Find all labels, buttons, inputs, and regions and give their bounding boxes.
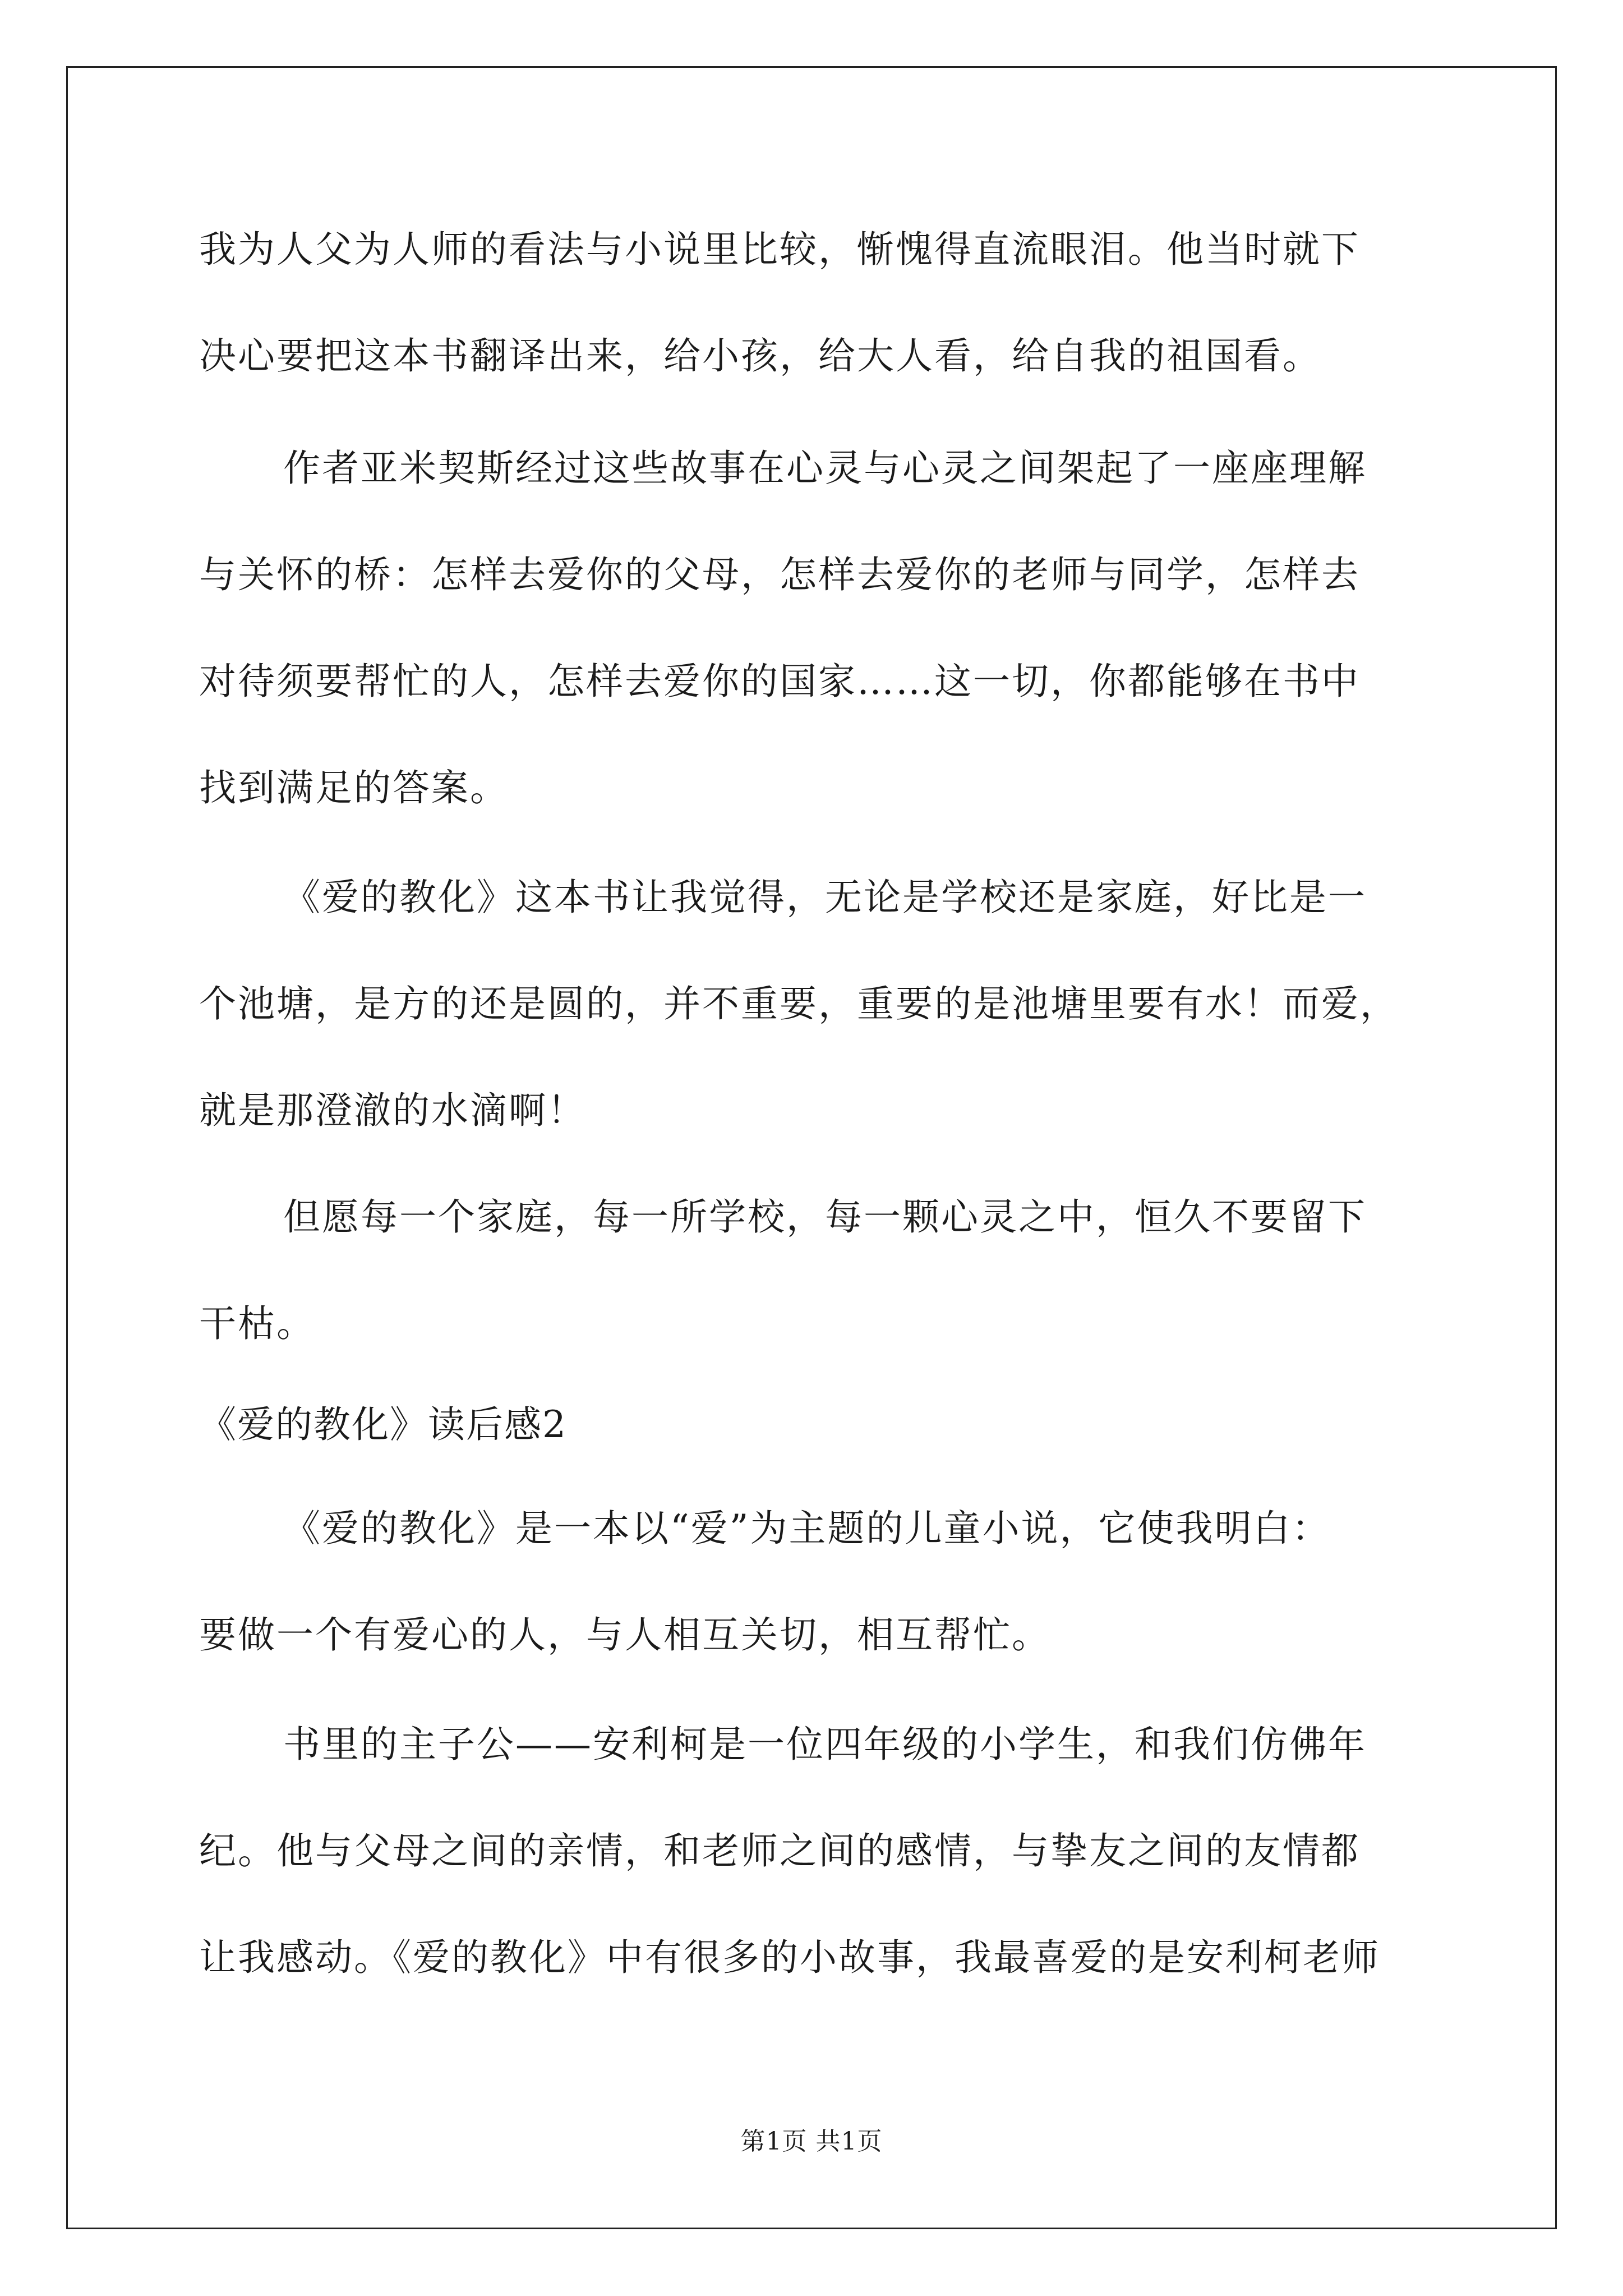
text-line: 对待须要帮忙的人，怎样去爱你的国家……这一切，你都能够在书中 <box>199 660 1360 703</box>
text-line: 纪。他与父母之间的亲情，和老师之间的感情，与挚友之间的友情都 <box>199 1829 1360 1872</box>
paragraph-start-line: 《爱的教化》这本书让我觉得，无论是学校还是家庭，好比是一 <box>283 876 1367 919</box>
section-heading: 《爱的教化》读后感2 <box>199 1403 567 1446</box>
paragraph-start-line: 作者亚米契斯经过这些故事在心灵与心灵之间架起了一座座理解 <box>283 447 1367 490</box>
text-line: 干枯。 <box>199 1302 315 1345</box>
page-number-footer: 第1页 共1页 <box>740 2127 883 2156</box>
text-line: 决心要把这本书翻译出来，给小孩，给大人看，给自我的祖国看。 <box>199 334 1321 378</box>
paragraph-start-line: 但愿每一个家庭，每一所学校，每一颗心灵之中，恒久不要留下 <box>283 1195 1367 1239</box>
text-line: 找到满足的答案。 <box>199 766 509 809</box>
page-border <box>66 66 1557 2229</box>
text-line: 要做一个有爱心的人，与人相互关切，相互帮忙。 <box>199 1613 1050 1657</box>
paragraph-start-line: 书里的主子公——安利柯是一位四年级的小学生，和我们仿佛年 <box>283 1723 1367 1766</box>
text-line: 我为人父为人师的看法与小说里比较，惭愧得直流眼泪。他当时就下 <box>199 228 1360 271</box>
text-line: 与关怀的桥：怎样去爱你的父母，怎样去爱你的老师与同学，怎样去 <box>199 553 1360 596</box>
paragraph-start-line: 《爱的教化》是一本以“爱”为主题的儿童小说，它使我明白： <box>283 1507 1331 1550</box>
text-line: 就是那澄澈的水滴啊！ <box>199 1089 586 1132</box>
text-line: 让我感动。《爱的教化》中有很多的小故事，我最喜爱的是安利柯老师 <box>199 1936 1380 1979</box>
text-line: 个池塘，是方的还是圆的，并不重要，重要的是池塘里要有水！而爱， <box>199 982 1399 1025</box>
